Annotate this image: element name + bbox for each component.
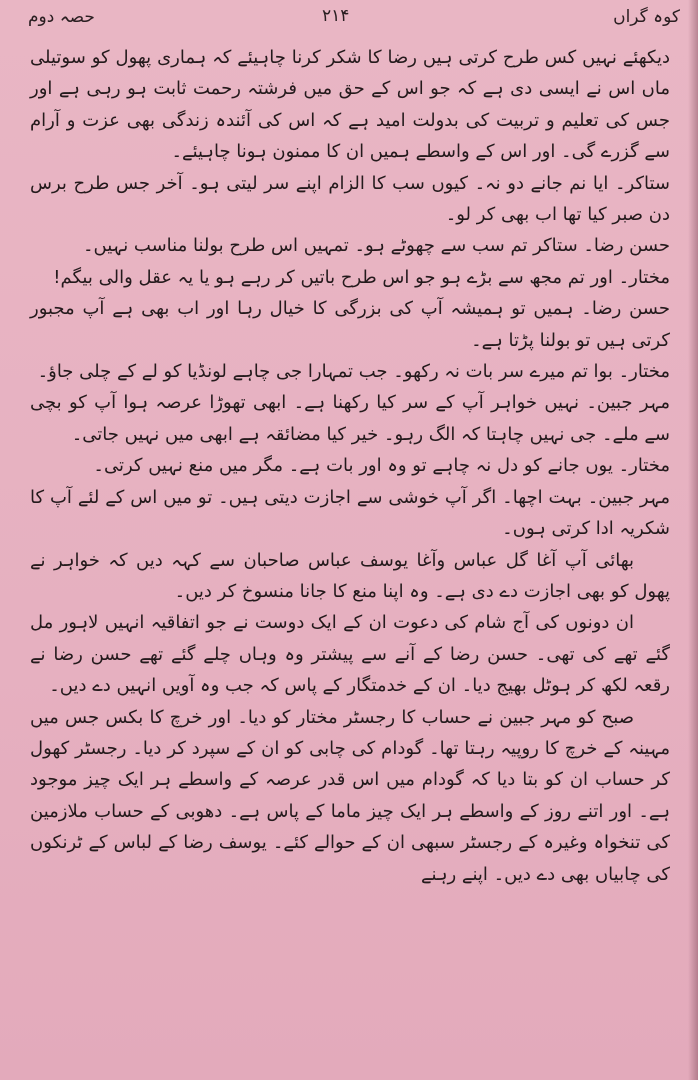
page-number: ۲۱۴ [322, 6, 350, 26]
paragraph: بھائی آپ آغا گل عباس وآغا یوسف عباس صاحبان سے کہہ دیں کہ خواہر نے پھول کو بھی اجازت دے دی ہے۔ وہ اپنا منع کا جانا منسوخ کر دیں۔ [30, 549, 670, 602]
part-label: حصہ دوم [28, 7, 95, 27]
dialogue-line: مختار۔ یوں جانے کو دل نہ چاہے تو وہ اور بات ہے۔ مگر میں منع نہیں کرتی۔ [93, 455, 670, 477]
book-title-header: کوہ گراں [613, 7, 680, 27]
page-header [0, 0, 698, 40]
dialogue-line: مہر جبین۔ نہیں خواہر آپ کے سر کیا رکھنا ہے۔ ابھی تھوڑا عرصہ ہوا آپ کو بچی سے ملے۔ جی نہیں چاہتا کہ الگ رہو۔ خیر کیا مضائقہ ہے ابھی میں نہیں جاتی۔ [30, 392, 670, 445]
page-body [30, 42, 670, 890]
dialogue-line: مختار۔ بوا تم میرے سر بات نہ رکھو۔ جب تمہارا جی چاہے لونڈیا کو لے کے چلی جاؤ۔ [37, 361, 670, 383]
dialogue-line: حسن رضا۔ ہمیں تو ہمیشہ آپ کی بزرگی کا خیال رہا اور اب بھی ہے آپ مجبور کرتی ہیں تو بولنا پڑتا ہے۔ [30, 298, 670, 351]
dialogue-line: حسن رضا۔ ستاکر تم سب سے چھوٹے ہو۔ تمہیں اس طرح بولنا مناسب نہیں۔ [82, 235, 670, 257]
dialogue-line: ستاکر۔ ایا نم جانے دو نہ۔ کیوں سب کا الزام اپنے سر لیتی ہو۔ آخر جس طرح برس دن صبر کیا تھا اب بھی کر لو۔ [30, 172, 670, 226]
paragraph: دیکھئے نہیں کس طرح کرتی ہیں رضا کا شکر کرنا چاہیئے کہ ہماری پھول کو سوتیلی ماں اس نے ایسی دی ہے کہ جو اس کے حق میں فرشتہ رحمت ثابت ہو رہی ہے اور جس کی تعلیم و تربیت کی بدولت امید ہے کہ اس کی آئندہ زندگی بھی عزت و آرام سے گزرے گی۔ اور اس کے واسطے ہمیں ان کا ممنون ہونا چاہیئے۔ [30, 47, 670, 163]
page-edge-shadow [688, 0, 698, 1080]
paragraph: صبح کو مہر جبین نے حساب کا رجسٹر مختار کو دیا۔ اور خرچ کا بکس جس میں مہینہ کے خرچ کا روپیہ رہتا تھا۔ گودام کی چابی کو ان کے سپرد کر دیا۔ رجسٹر کھول کر حساب ان کو بتا دیا کہ گودام میں اس قدر عرصہ کے واسطے ہر ایک چیز موجود ہے۔ اور اتنے روز کے واسطے ہر ایک چیز ماما کے پاس ہے۔ دھوبی کے حساب ملازمین کی تنخواہ وغیرہ کے رجسٹر سبھی ان کے حوالے کئے۔ یوسف رضا کے لباس کے ٹرنکوں کی چابیاں بھی دے دیں۔ اپنے رہنے [30, 706, 670, 885]
dialogue-line: مختار۔ اور تم مجھ سے بڑے ہو جو اس طرح باتیں کر رہے ہو یا یہ عقل والی بیگم! [53, 266, 670, 288]
dialogue-line: مہر جبین۔ بہت اچھا۔ اگر آپ خوشی سے اجازت دیتی ہیں۔ تو میں اس کے لئے آپ کا شکریہ ادا کرتی ہوں۔ [30, 486, 670, 540]
paragraph: ان دونوں کی آج شام کی دعوت ان کے ایک دوست نے جو اتفاقیہ انہیں لاہور مل گئے تھے کی تھی۔ حسن رضا کے آنے سے پیشتر وہ وہاں چلے گئے تھے حسن رضا نے رقعہ لکھ کر ہوٹل بھیج دیا۔ ان کے خدمتگار کے پاس کہ جب وہ آویں انہیں دے دیں۔ [30, 612, 670, 697]
